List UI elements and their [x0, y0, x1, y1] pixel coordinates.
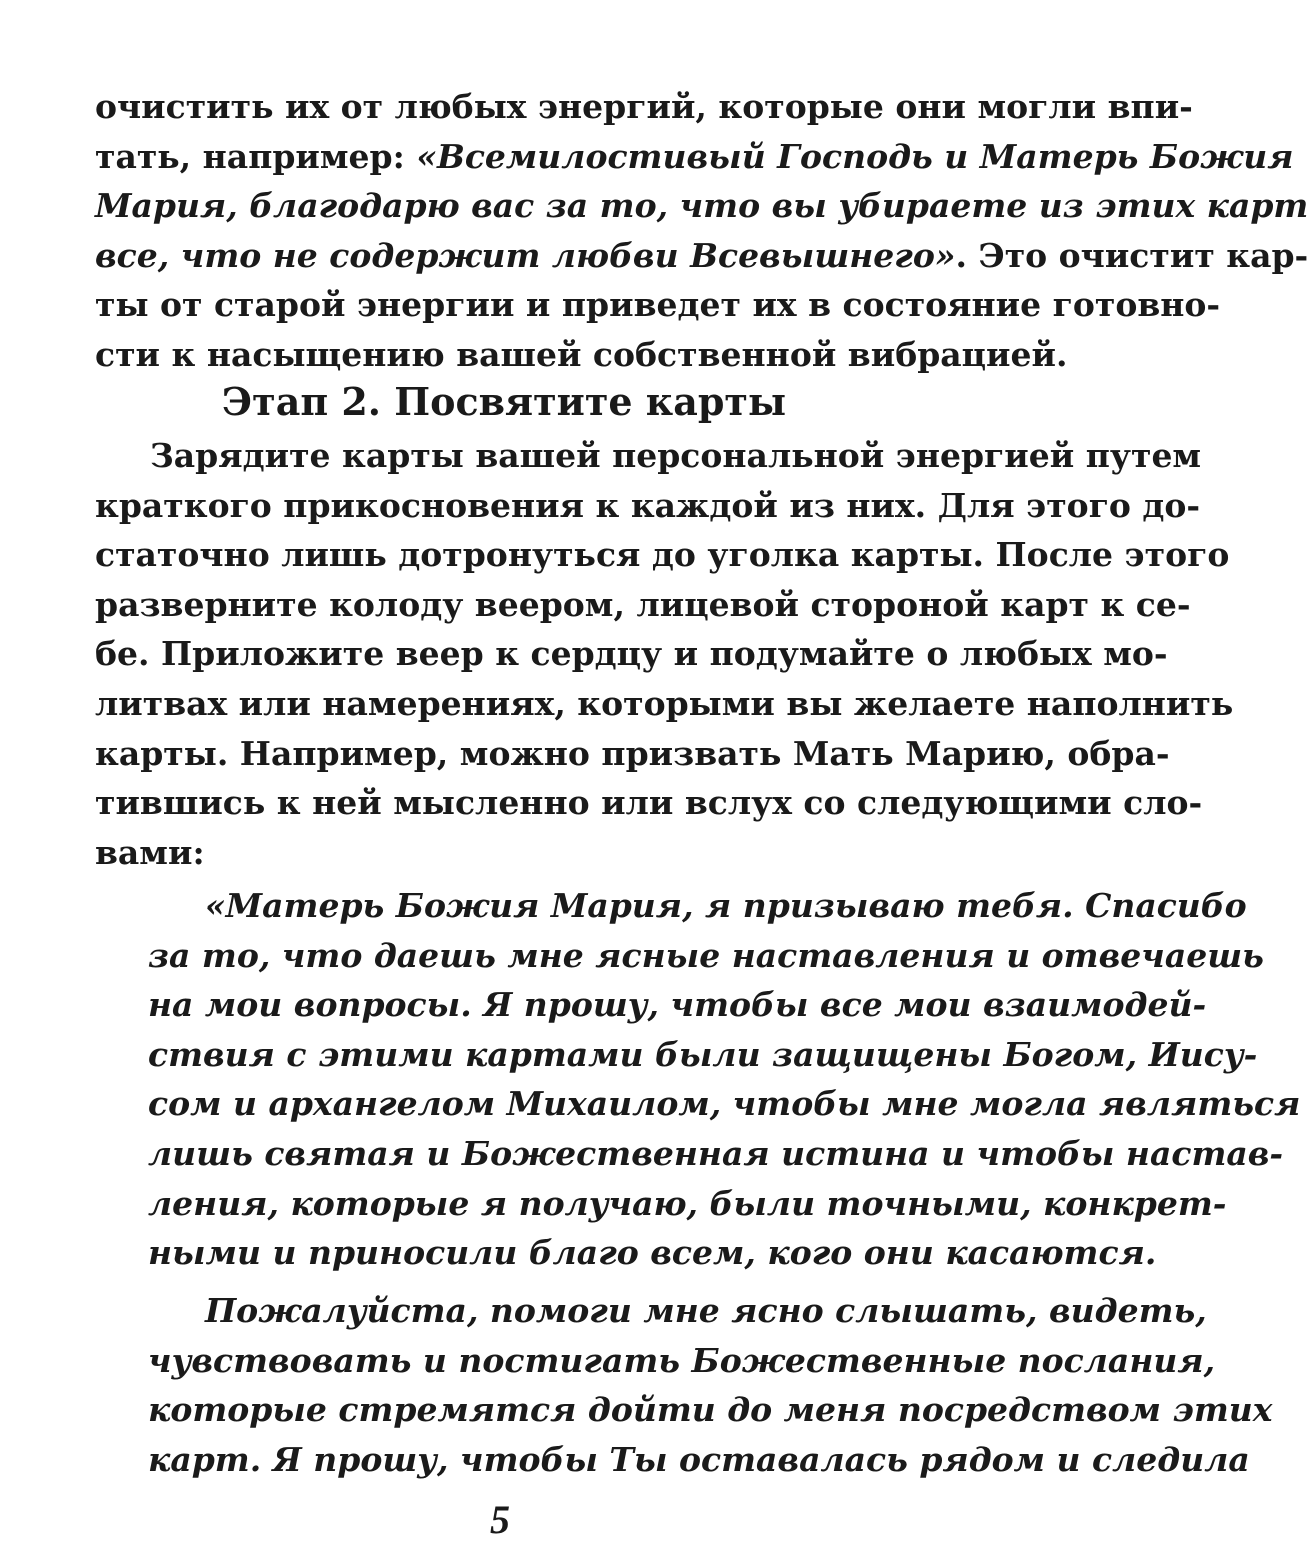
- text-line: очистить их от любых энергий, которые они могли впи-: [95, 87, 1193, 126]
- section-heading: Этап 2. Посвятите карты: [221, 379, 787, 424]
- text-line: карты. Например, можно призвать Мать Марию, обра-: [95, 734, 1170, 773]
- quote-line: ными и приносили благо всем, кого они касаются.: [148, 1233, 1157, 1272]
- italic-text-run: «Всемилостивый Господь и Матерь Божия: [416, 137, 1294, 176]
- italic-text-run: все, что не содержит любви Всевышнего»: [95, 236, 956, 275]
- quote-line: чувствовать и постигать Божественные послания,: [148, 1341, 1216, 1380]
- text-line: литвах или намерениях, которыми вы желаете наполнить: [95, 684, 1234, 723]
- text-line: краткого прикосновения к каждой из них. Для этого до-: [95, 486, 1201, 525]
- text-line: ты от старой энергии и приведет их в состояние готовно-: [95, 285, 1221, 324]
- quote-line: «Матерь Божия Мария, я призываю тебя. Спасибо: [205, 886, 1247, 925]
- text-line: сти к насыщению вашей собственной вибрацией.: [95, 335, 1068, 374]
- quote-line: ления, которые я получаю, были точными, конкрет-: [148, 1184, 1227, 1223]
- quote-line: на мои вопросы. Я прошу, чтобы все мои взаимодей-: [148, 985, 1207, 1024]
- text-line: Зарядите карты вашей персональной энергией путем: [150, 436, 1202, 475]
- quote-line: за то, что даешь мне ясные наставления и отвечаешь: [148, 936, 1264, 975]
- quote-line: которые стремятся дойти до меня посредством этих: [148, 1390, 1273, 1429]
- text-line: [95, 137, 1294, 176]
- page-number: 5: [490, 1497, 510, 1542]
- quote-line: карт. Я прошу, чтобы Ты оставалась рядом и следила: [148, 1440, 1250, 1479]
- text-line: бе. Приложите веер к сердцу и подумайте о любых мо-: [95, 634, 1168, 673]
- text-line: тившись к ней мысленно или вслух со следующими сло-: [95, 783, 1203, 822]
- text-line: Мария, благодарю вас за то, что вы убираете из этих карт: [95, 186, 1308, 225]
- text-line: [95, 236, 1308, 275]
- quote-line: Пожалуйста, помоги мне ясно слышать, видеть,: [205, 1291, 1207, 1330]
- quote-line: сом и архангелом Михаилом, чтобы мне могла являться: [148, 1084, 1301, 1123]
- text-run: . Это очистит кар-: [955, 236, 1308, 275]
- quote-line: лишь святая и Божественная истина и чтобы настав-: [148, 1134, 1284, 1173]
- text-run: тать, например:: [95, 137, 417, 176]
- text-line: разверните колоду веером, лицевой стороной карт к се-: [95, 585, 1191, 624]
- text-line: статочно лишь дотронуться до уголка карты. После этого: [95, 535, 1230, 574]
- text-line: вами:: [95, 833, 205, 872]
- quote-line: ствия с этими картами были защищены Богом, Иису-: [148, 1035, 1258, 1074]
